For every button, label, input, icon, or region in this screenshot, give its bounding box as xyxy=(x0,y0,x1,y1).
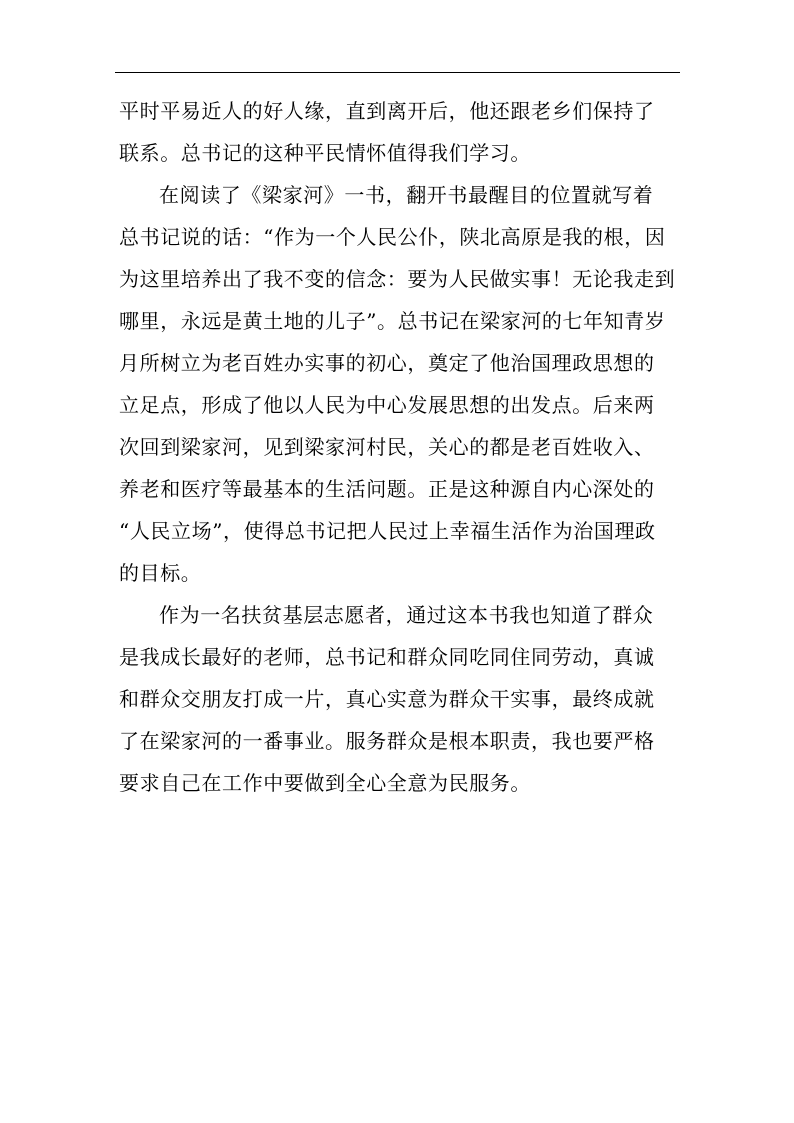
paragraph-3 xyxy=(119,594,675,804)
text-line: 联系。总书记的这种平民情怀值得我们学习。 xyxy=(119,141,531,165)
paragraph-2 xyxy=(119,174,675,594)
text-line: 次回到梁家河，见到梁家河村民，关心的都是老百姓收入、 xyxy=(119,435,655,459)
paragraph-1 xyxy=(119,90,675,174)
text-line: 总书记说的话：“作为一个人民公仆，陕北高原是我的根，因 xyxy=(119,225,666,249)
text-line: 为这里培养出了我不变的信念：要为人民做实事！无论我走到 xyxy=(119,267,676,291)
text-line: “人民立场”，使得总书记把人民过上幸福生活作为治国理政 xyxy=(119,519,656,543)
text-line: 月所树立为老百姓办实事的初心，奠定了他治国理政思想的 xyxy=(119,351,655,375)
body-text xyxy=(119,90,675,804)
text-line: 和群众交朋友打成一片，真心实意为群众干实事，最终成就 xyxy=(119,687,655,711)
text-line: 要求自己在工作中要做到全心全意为民服务。 xyxy=(119,771,531,795)
text-line: 是我成长最好的老师，总书记和群众同吃同住同劳动，真诚 xyxy=(119,645,655,669)
text-line: 的目标。 xyxy=(119,561,202,585)
text-line: 哪里，永远是黄土地的儿子”。总书记在梁家河的七年知青岁 xyxy=(119,309,666,333)
text-line: 立足点，形成了他以人民为中心发展思想的出发点。后来两 xyxy=(119,393,655,417)
text-line: 了在梁家河的一番事业。服务群众是根本职责，我也要严格 xyxy=(119,729,655,753)
text-line: 平时平易近人的好人缘，直到离开后，他还跟老乡们保持了 xyxy=(119,99,655,123)
text-line: 养老和医疗等最基本的生活问题。正是这种源自内心深处的 xyxy=(119,477,655,501)
text-line: 作为一名扶贫基层志愿者，通过这本书我也知道了群众 xyxy=(159,603,654,627)
header-rule xyxy=(115,72,680,73)
text-line: 在阅读了《梁家河》一书，翻开书最醒目的位置就写着 xyxy=(159,183,654,207)
